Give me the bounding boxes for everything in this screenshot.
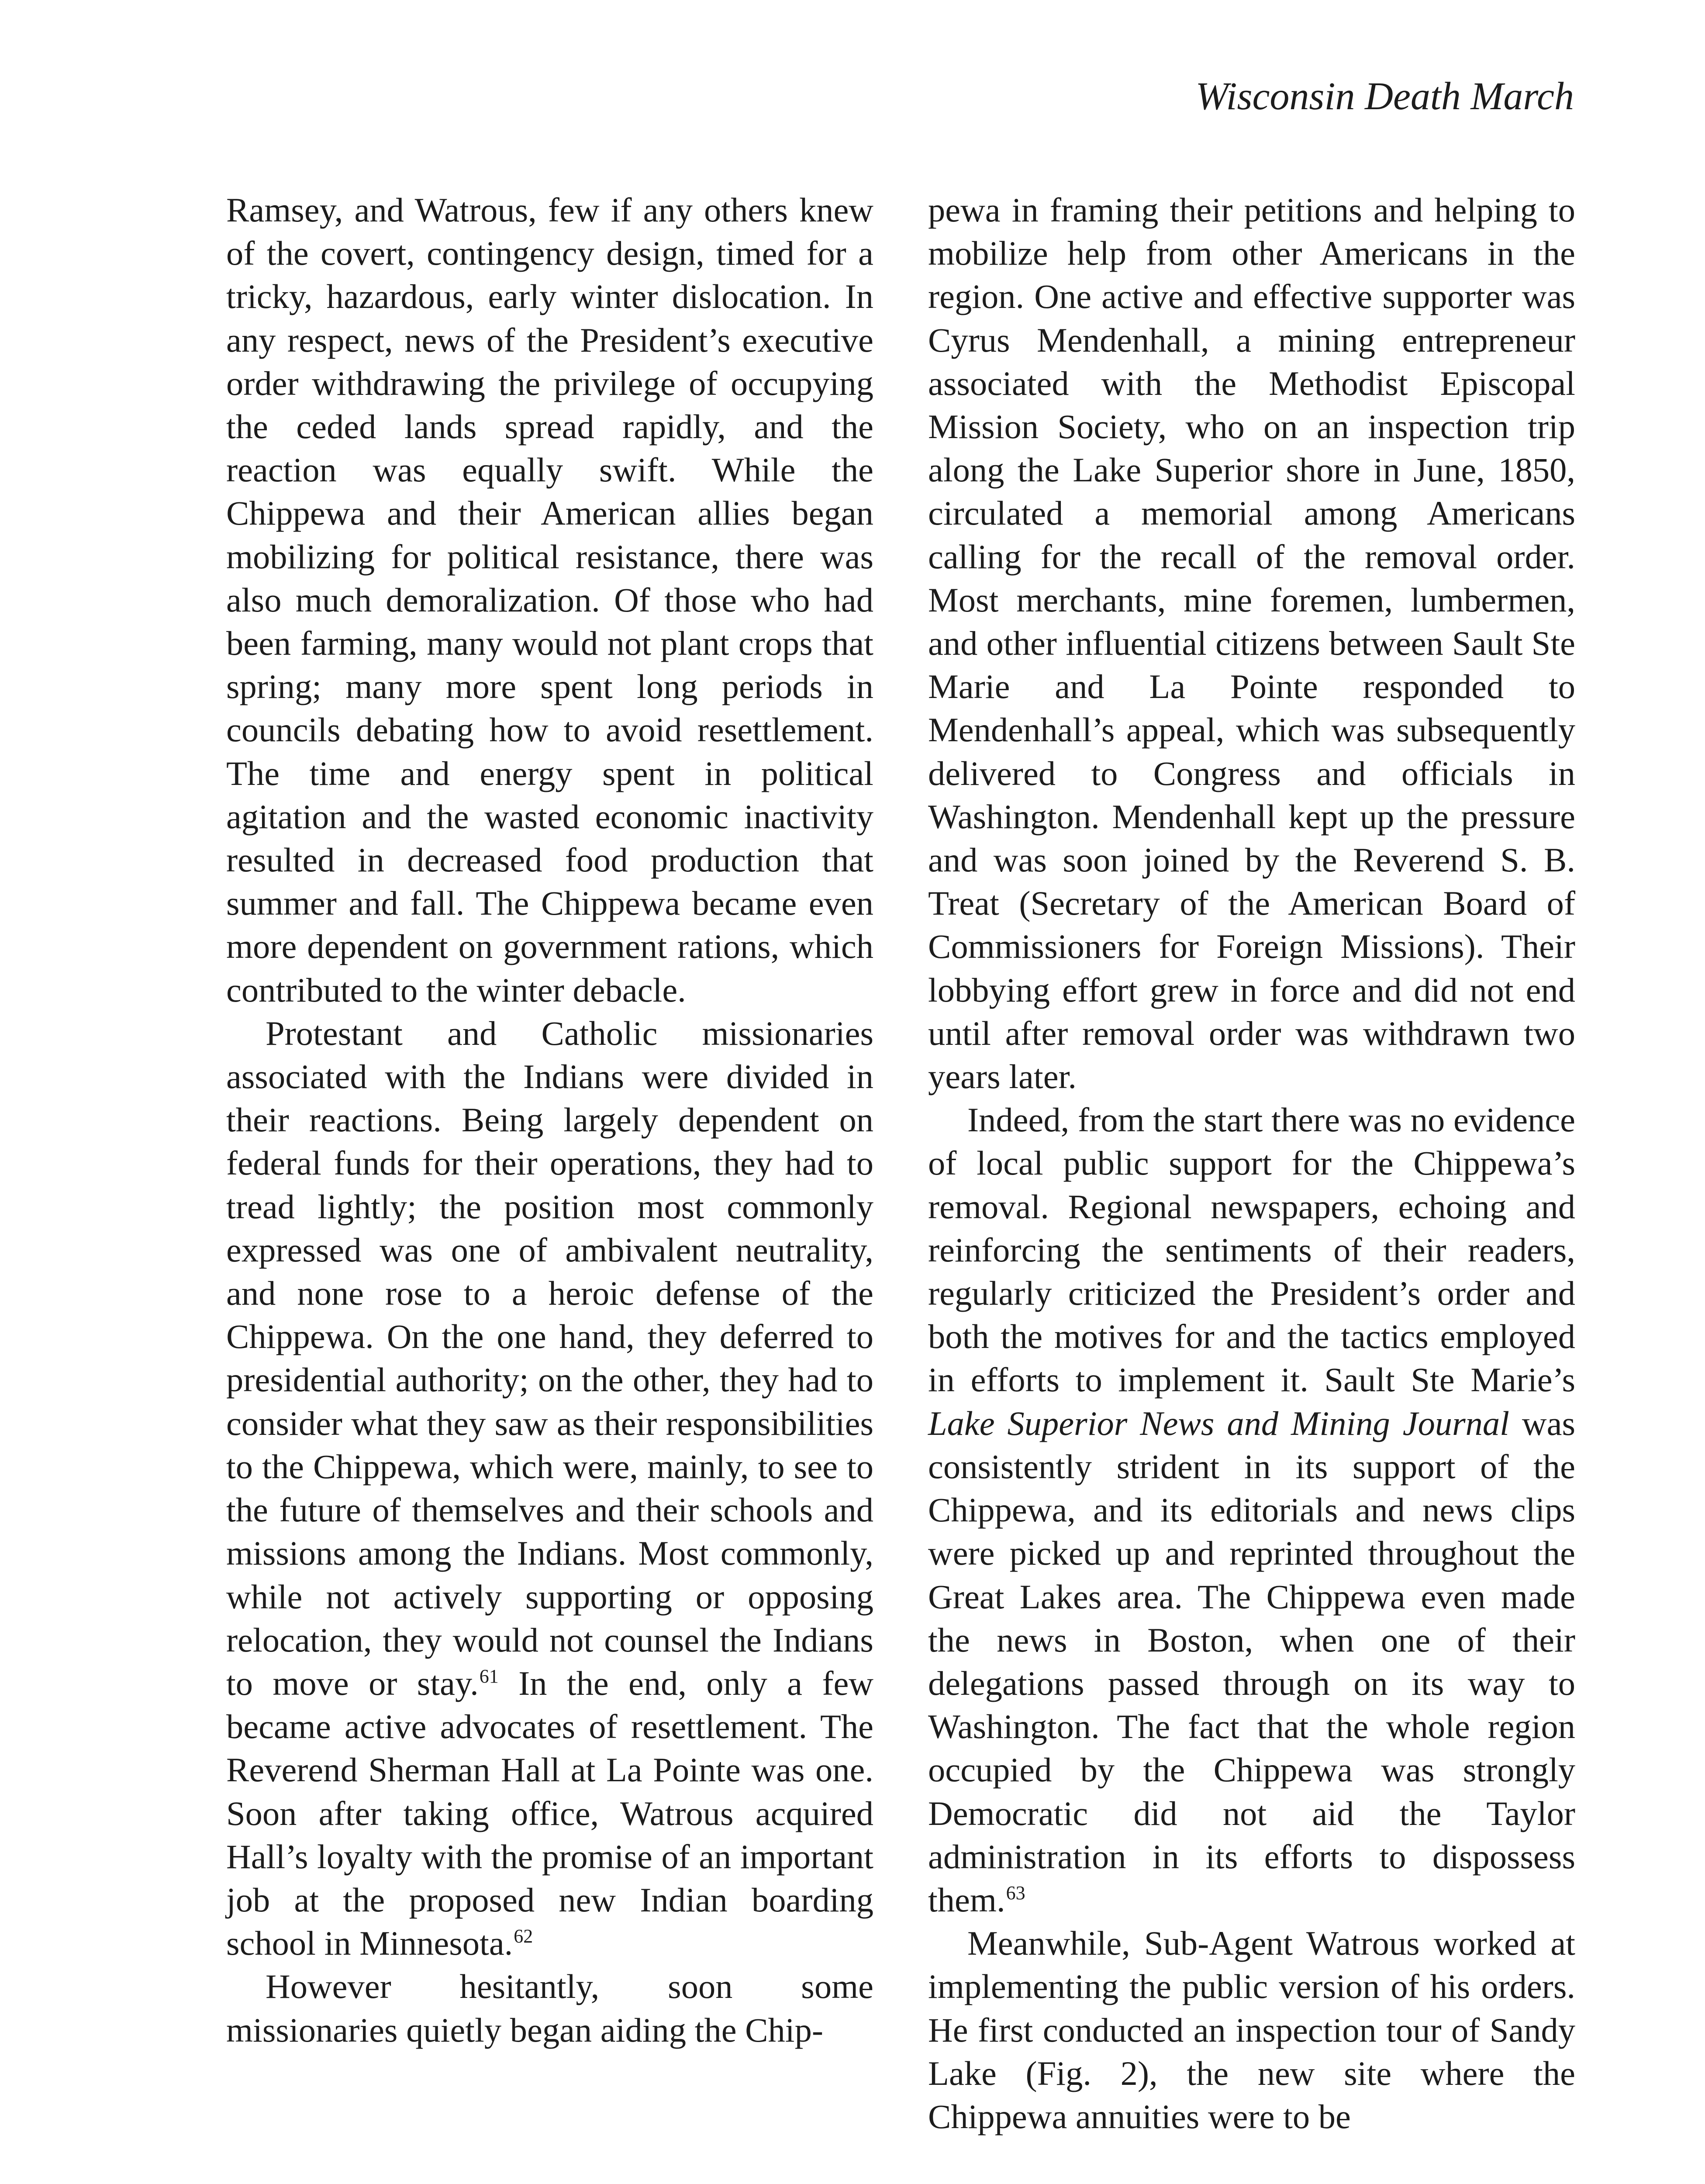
footnote-marker: 62	[514, 1925, 533, 1947]
paragraph: Meanwhile, Sub-Agent Watrous worked at implementing the public version of his orders. He first conducted an inspection tour of Sandy Lake (Fig. 2), the new site where the Chippewa annuities were to be	[928, 1924, 1575, 2136]
running-head: Wisconsin Death March	[1195, 75, 1574, 118]
paragraph-text: In the end, only a few became active advocates of resettlement. The Reverend Sherman Hall at La Pointe was one. Soon after taking office, Watrous acquired Hall’s loyalty with the promise of an important job at the proposed new Indian boarding school in Minnesota.	[226, 1664, 873, 1963]
footnote-marker: 61	[479, 1665, 499, 1687]
publication-title: Lake Superior News and Mining Journal	[928, 1404, 1509, 1442]
footnote-marker: 63	[1006, 1882, 1025, 1904]
paragraph: pewa in framing their petitions and helping to mobilize help from other Americans in the region. One active and effective supporter was Cyrus Mendenhall, a mining entrepreneur associated with the Methodist Episcopal Mission Society, who on an inspection trip along the Lake Superior shore in June, 1850, circulated a memorial among Americans calling for the recall of the removal order. Most merchants, mine foremen, lumbermen, and other influential citizens between Sault Ste Marie and La Pointe responded to Mendenhall’s appeal, which was subsequently delivered to Congress and officials in Washington. Mendenhall kept up the pressure and was soon joined by the Reverend S. B. Treat (Secretary of the American Board of Commissioners for Foreign Missions). Their lobbying effort grew in force and did not end until after removal order was withdrawn two years later.	[928, 191, 1575, 1096]
paragraph: Ramsey, and Watrous, few if any others knew of the covert, contingency design, timed for a tricky, hazardous, early winter dislocation. In any respect, news of the President’s executive order withdrawing the privilege of occupying the ceded lands spread rapidly, and the reaction was equally swift. While the Chippewa and their American allies began mobilizing for political resistance, there was also much demoralization. Of those who had been farming, many would not plant crops that spring; many more spent long periods in councils debating how to avoid resettlement. The time and energy spent in political agitation and the wasted economic inactivity resulted in decreased food production that summer and fall. The Chippewa became even more dependent on government rations, which contributed to the winter debacle.	[226, 191, 873, 1009]
paragraph-text: Indeed, from the start there was no evidence of local public support for the Chippewa’s removal. Regional newspapers, echoing and reinforcing the sentiments of their readers, regularly criticized the President’s order and both the motives for and the tactics employed in efforts to implement it. Sault Ste Marie’s	[928, 1101, 1575, 1399]
paragraph	[928, 1098, 1575, 1921]
paragraph-text: Protestant and Catholic missionaries associated with the Indians were divided in their reactions. Being largely dependent on federal funds for their operations, they had to tread lightly; the position most commonly expressed was one of ambivalent neutrality, and none rose to a heroic defense of the Chippewa. On the one hand, they deferred to presidential authority; on the other, they had to consider what they saw as their responsibilities to the Chippewa, which were, mainly, to see to the future of themselves and their schools and missions among the Indians. Most commonly, while not actively supporting or opposing relocation, they would not counsel the Indians to move or stay.	[226, 1014, 873, 1702]
paragraph	[226, 1012, 873, 1965]
paragraph-text: was consistently strident in its support of the Chippewa, and its editorials and news clips were picked up and reprinted throughout the Great Lakes area. The Chippewa even made the news in Boston, when one of their delegations passed through on its way to Washington. The fact that the whole region occupied by the Chippewa was strongly Democratic did not aid the Taylor administration in its efforts to dispossess them.	[928, 1404, 1575, 1919]
paragraph: However hesitantly, soon some missionaries quietly began aiding the Chip-	[226, 1967, 873, 2049]
right-column	[928, 188, 1575, 2138]
left-column	[226, 188, 873, 2052]
